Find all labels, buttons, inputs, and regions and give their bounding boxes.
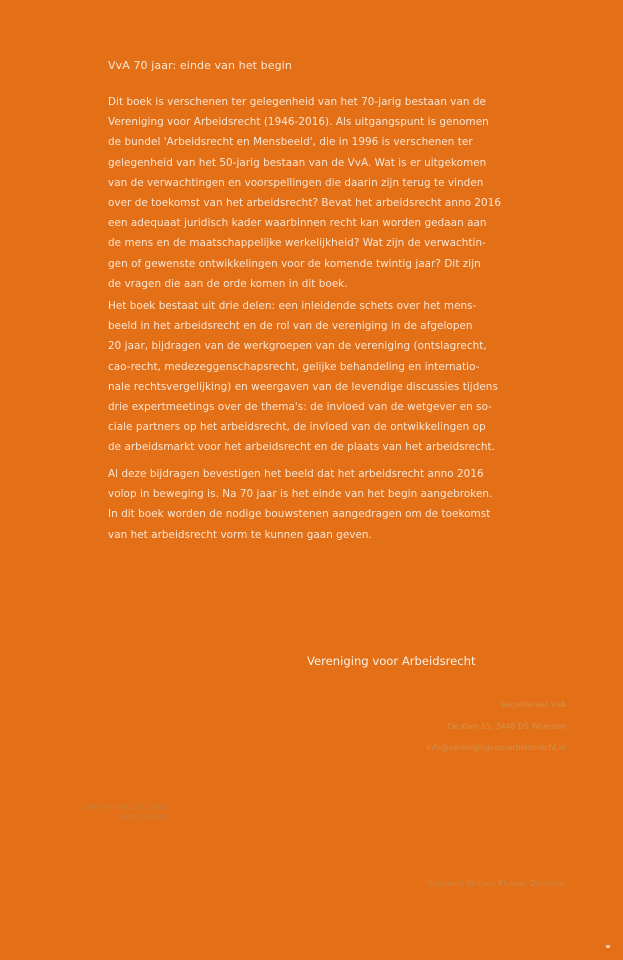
email-address[interactable]: info@verenigingvoorarbeidsrecht.nl xyxy=(426,743,566,752)
text-line: ciale partners op het arbeidsrecht, de invloed van de ontwikkelingen op xyxy=(108,421,486,434)
text-line: Vereniging voor Arbeidsrecht (1946-2016). Als uitgangspunt is genomen xyxy=(108,116,489,129)
text-line: drie expertmeetings over de thema's: de invloed van de wetgever en so- xyxy=(108,401,492,414)
structure-paragraph xyxy=(108,296,528,458)
text-line: van de verwachtingen en voorspellingen die daarin zijn terug te vinden xyxy=(108,176,484,189)
publisher-name: Uitgeverij Wolters Kluwer, Deventer xyxy=(426,879,566,888)
nur-code: NUR: 825 032 xyxy=(118,814,166,821)
text-line: van het arbeidsrecht vorm te kunnen gaan geven. xyxy=(108,528,372,541)
text-line: de mens en de maatschappelijke werkelijkheid? Wat zijn de verwachtin- xyxy=(108,237,486,250)
contact-block xyxy=(384,694,566,759)
text-line: over de toekomst van het arbeidsrecht? Bevat het arbeidsrecht anno 2016 xyxy=(108,197,502,210)
text-line: volop in beweging is. Na 70 jaar is het einde van het begin aangebroken. xyxy=(108,488,493,501)
text-line: de bundel 'Arbeidsrecht en Mensbeeld', die in 1996 is verschenen ter xyxy=(108,136,473,149)
conclusion-paragraph xyxy=(108,464,528,545)
street-address: De Kam 15, 3448 DS Woerden xyxy=(447,721,566,731)
text-line: 20 jaar, bijdragen van de werkgroepen van de vereniging (ontslagrecht, xyxy=(108,340,487,353)
text-line: cao-recht, medezeggenschapsrecht, gelijke behandeling en internatio- xyxy=(108,360,480,373)
text-line: gen of gewenste ontwikkelingen voor de komende twintig jaar? Dit zijn xyxy=(108,257,481,270)
secretariat-line: Secretariaat VvA xyxy=(500,700,566,709)
text-line: beeld in het arbeidsrecht en de rol van de vereniging in de afgelopen xyxy=(108,320,473,333)
book-title: VvA 70 jaar: einde van het begin xyxy=(108,59,292,72)
text-line: gelegenheid van het 50-jarig bestaan van de VvA. Wat is er uitgekomen xyxy=(108,156,487,169)
text-line: nale rechtsvergelijking) en weergaven van de levendige discussies tijdens xyxy=(108,380,498,393)
isbn-number: ISBN: 978 90 13 137342 xyxy=(82,804,166,811)
isbn-block xyxy=(55,803,166,823)
text-line: de vragen die aan de orde komen in dit boek. xyxy=(108,277,348,290)
text-line: de arbeidsmarkt voor het arbeidsrecht en de plaats van het arbeidsrecht. xyxy=(108,441,495,454)
text-line: In dit boek worden de nodige bouwstenen aangedragen om de toekomst xyxy=(108,508,491,521)
print-mark xyxy=(606,945,610,948)
text-line: Het boek bestaat uit drie delen: een inleidende schets over het mens- xyxy=(108,300,477,312)
organization-name: Vereniging voor Arbeidsrecht xyxy=(307,654,476,668)
intro-paragraph xyxy=(108,92,528,294)
text-line: een adequaat juridisch kader waarbinnen recht kan worden gedaan aan xyxy=(108,217,487,230)
text-line: Dit boek is verschenen ter gelegenheid van het 70-jarig bestaan van de xyxy=(108,96,486,108)
text-line: Al deze bijdragen bevestigen het beeld dat het arbeidsrecht anno 2016 xyxy=(108,468,484,480)
